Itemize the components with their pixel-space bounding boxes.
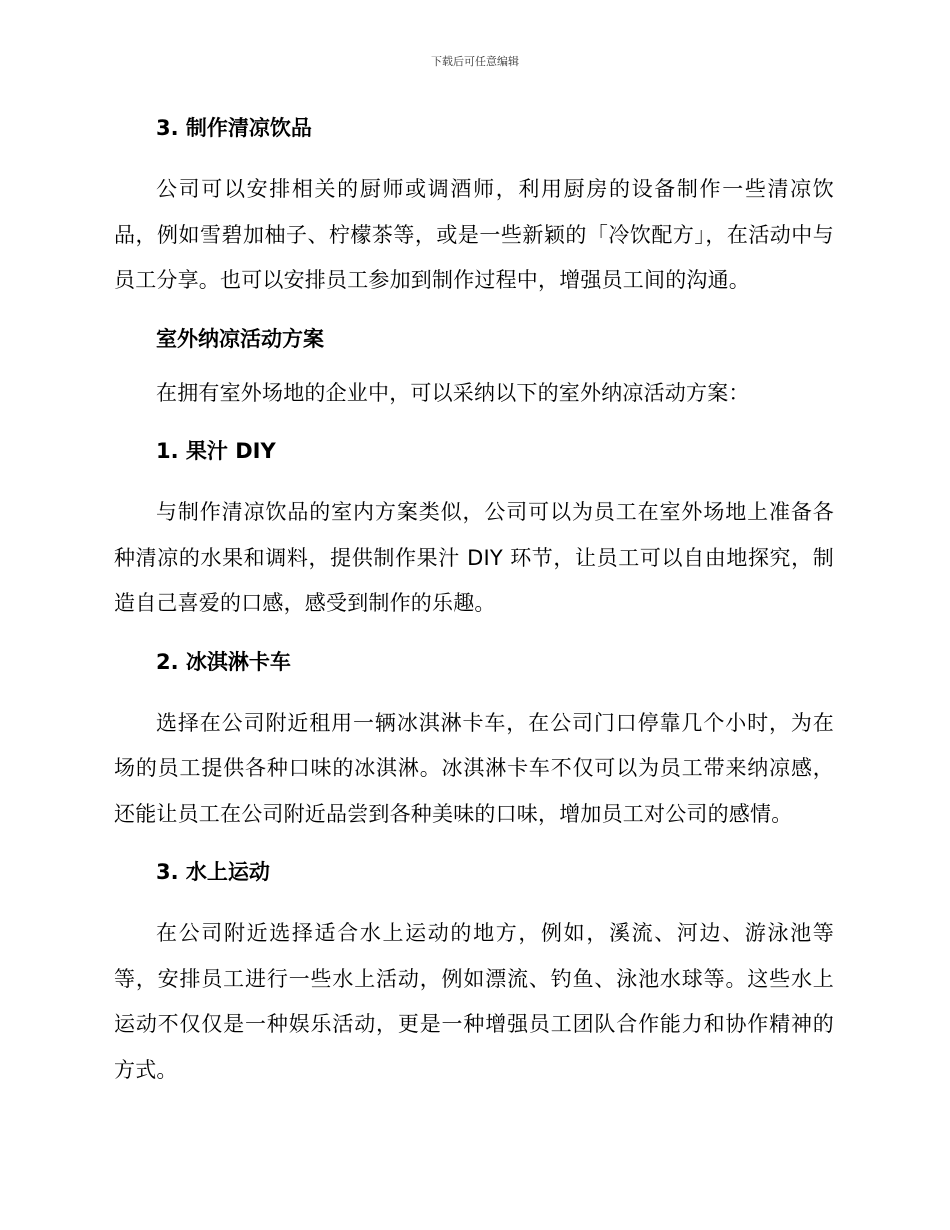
section-heading-ice-cream-truck: 2. 冰淇淋卡车 xyxy=(156,649,291,674)
section-paragraph-outdoor-plan: 在拥有室外场地的企业中，可以采纳以下的室外纳凉活动方案： xyxy=(156,380,750,405)
section-paragraph-juice-diy: 与制作清凉饮品的室内方案类似，公司可以为员工在室外场地上准备各种清凉的水果和调料，提供制作果汁 DIY 环节，让员工可以自由地探究，制造自己喜爱的口感，感受到制作的乐趣。 xyxy=(114,500,834,615)
section-paragraph-ice-cream-truck: 选择在公司附近租用一辆冰淇淋卡车，在公司门口停靠几个小时，为在场的员工提供各种口味的冰淇淋。冰淇淋卡车不仅可以为员工带来纳凉感，还能让员工在公司附近品尝到各种美味的口味，增加员工对公司的感情。 xyxy=(114,710,834,826)
section-paragraph-water-sports: 在公司附近选择适合水上运动的地方，例如，溪流、河边、游泳池等等，安排员工进行一些水上活动，例如漂流、钓鱼、泳池水球等。这些水上运动不仅仅是一种娱乐活动，更是一种增强员工团队合作能力和协作精神的方式。 xyxy=(114,921,834,1082)
page-header-note: 下载后可任意编辑 xyxy=(431,55,519,68)
section-paragraph-drinks: 公司可以安排相关的厨师或调酒师，利用厨房的设备制作一些清凉饮品，例如雪碧加柚子、柠檬茶等，或是一些新颖的「冷饮配方」，在活动中与员工分享。也可以安排员工参加到制作过程中，增强员工间的沟通。 xyxy=(114,177,834,292)
document-body xyxy=(114,110,834,1093)
section-heading-outdoor-plan: 室外纳凉活动方案 xyxy=(156,326,324,351)
section-heading-drinks: 3. 制作清凉饮品 xyxy=(156,116,312,140)
section-heading-juice-diy: 1. 果汁 DIY xyxy=(156,439,276,463)
section-heading-water-sports: 3. 水上运动 xyxy=(156,860,270,884)
